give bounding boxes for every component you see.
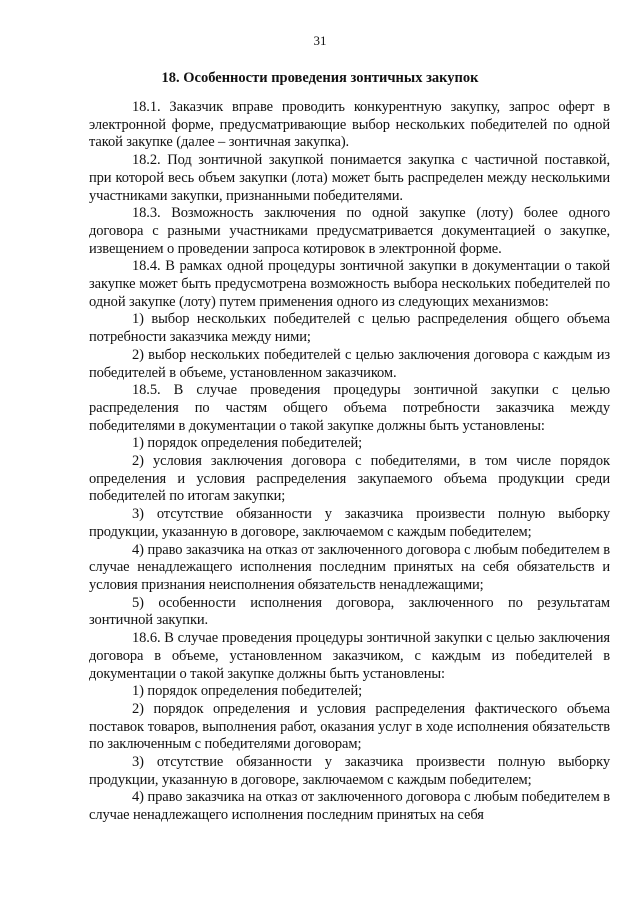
list-item-18-6-3: 3) отсутствие обязанности у заказчика произвести полную выборку продукции, указанную в договоре, заключаемом с каждым победителем; bbox=[89, 754, 610, 788]
document-body bbox=[89, 99, 610, 825]
list-item-18-5-3: 3) отсутствие обязанности у заказчика произвести полную выборку продукции, указанную в договоре, заключаемом с каждым победителем; bbox=[89, 506, 610, 540]
paragraph-18-6: 18.6. В случае проведения процедуры зонтичной закупки с целью заключения договора в объеме, установленном заказчиком, с каждым из победителей в документации о такой закупке должны быть установлены: bbox=[89, 630, 610, 682]
list-item-18-5-4: 4) право заказчика на отказ от заключенного договора с любым победителем в случае ненадлежащего исполнения последним принятых на себя обязательств и условия признания неисполнения обязательств ненадлежащими; bbox=[89, 541, 610, 593]
paragraph-18-1: 18.1. Заказчик вправе проводить конкурентную закупку, запрос оферт в электронной форме, предусматривающие выбор нескольких победителей по одной такой закупке (далее – зонтичная закупка). bbox=[89, 99, 610, 151]
paragraph-18-5: 18.5. В случае проведения процедуры зонтичной закупки с целью распределения по частям общего объема потребности заказчика между победителями в документации о такой закупке должны быть установлены: bbox=[89, 382, 610, 434]
page-number: 31 bbox=[313, 33, 327, 48]
list-item-18-6-4: 4) право заказчика на отказ от заключенного договора с любым победителем в случае ненадлежащего исполнения последним принятых на себя bbox=[89, 789, 610, 824]
list-item-18-4-1: 1) выбор нескольких победителей с целью распределения общего объема потребности заказчика между ними; bbox=[89, 311, 610, 346]
list-item-18-4-2: 2) выбор нескольких победителей с целью заключения договора с каждым из победителей в объеме, установленном заказчиком. bbox=[89, 346, 610, 381]
paragraph-18-2: 18.2. Под зонтичной закупкой понимается закупка с частичной поставкой, при которой весь объем закупки (лота) может быть распределен между несколькими участниками закупки, признанными победителями. bbox=[89, 152, 610, 204]
paragraph-18-3: 18.3. Возможность заключения по одной закупке (лоту) более одного договора с разными участниками предусматривается документацией о закупке, извещением о проведении запроса котировок в электронной форме. bbox=[89, 205, 610, 257]
list-item-18-5-5: 5) особенности исполнения договора, заключенного по результатам зонтичной закупки. bbox=[89, 594, 610, 629]
section-title: 18. Особенности проведения зонтичных закупок bbox=[161, 70, 479, 86]
list-item-18-6-2: 2) порядок определения и условия распределения фактического объема поставок товаров, выполнения работ, оказания услуг в ходе исполнения обязательств по заключенным с победителями договорам; bbox=[89, 700, 610, 753]
list-item-18-5-1: 1) порядок определения победителей; bbox=[132, 435, 363, 452]
paragraph-18-4: 18.4. В рамках одной процедуры зонтичной закупки в документации о такой закупке может быть предусмотрена возможность выбора нескольких победителей по одной закупке (лоту) путем применения одного из следующих механизмов: bbox=[89, 258, 610, 310]
list-item-18-5-2: 2) условия заключения договора с победителями, в том числе порядок определения и условия распределения закупаемого объема продукции среди победителей по итогам закупки; bbox=[89, 453, 610, 505]
list-item-18-6-1: 1) порядок определения победителей; bbox=[132, 683, 363, 700]
